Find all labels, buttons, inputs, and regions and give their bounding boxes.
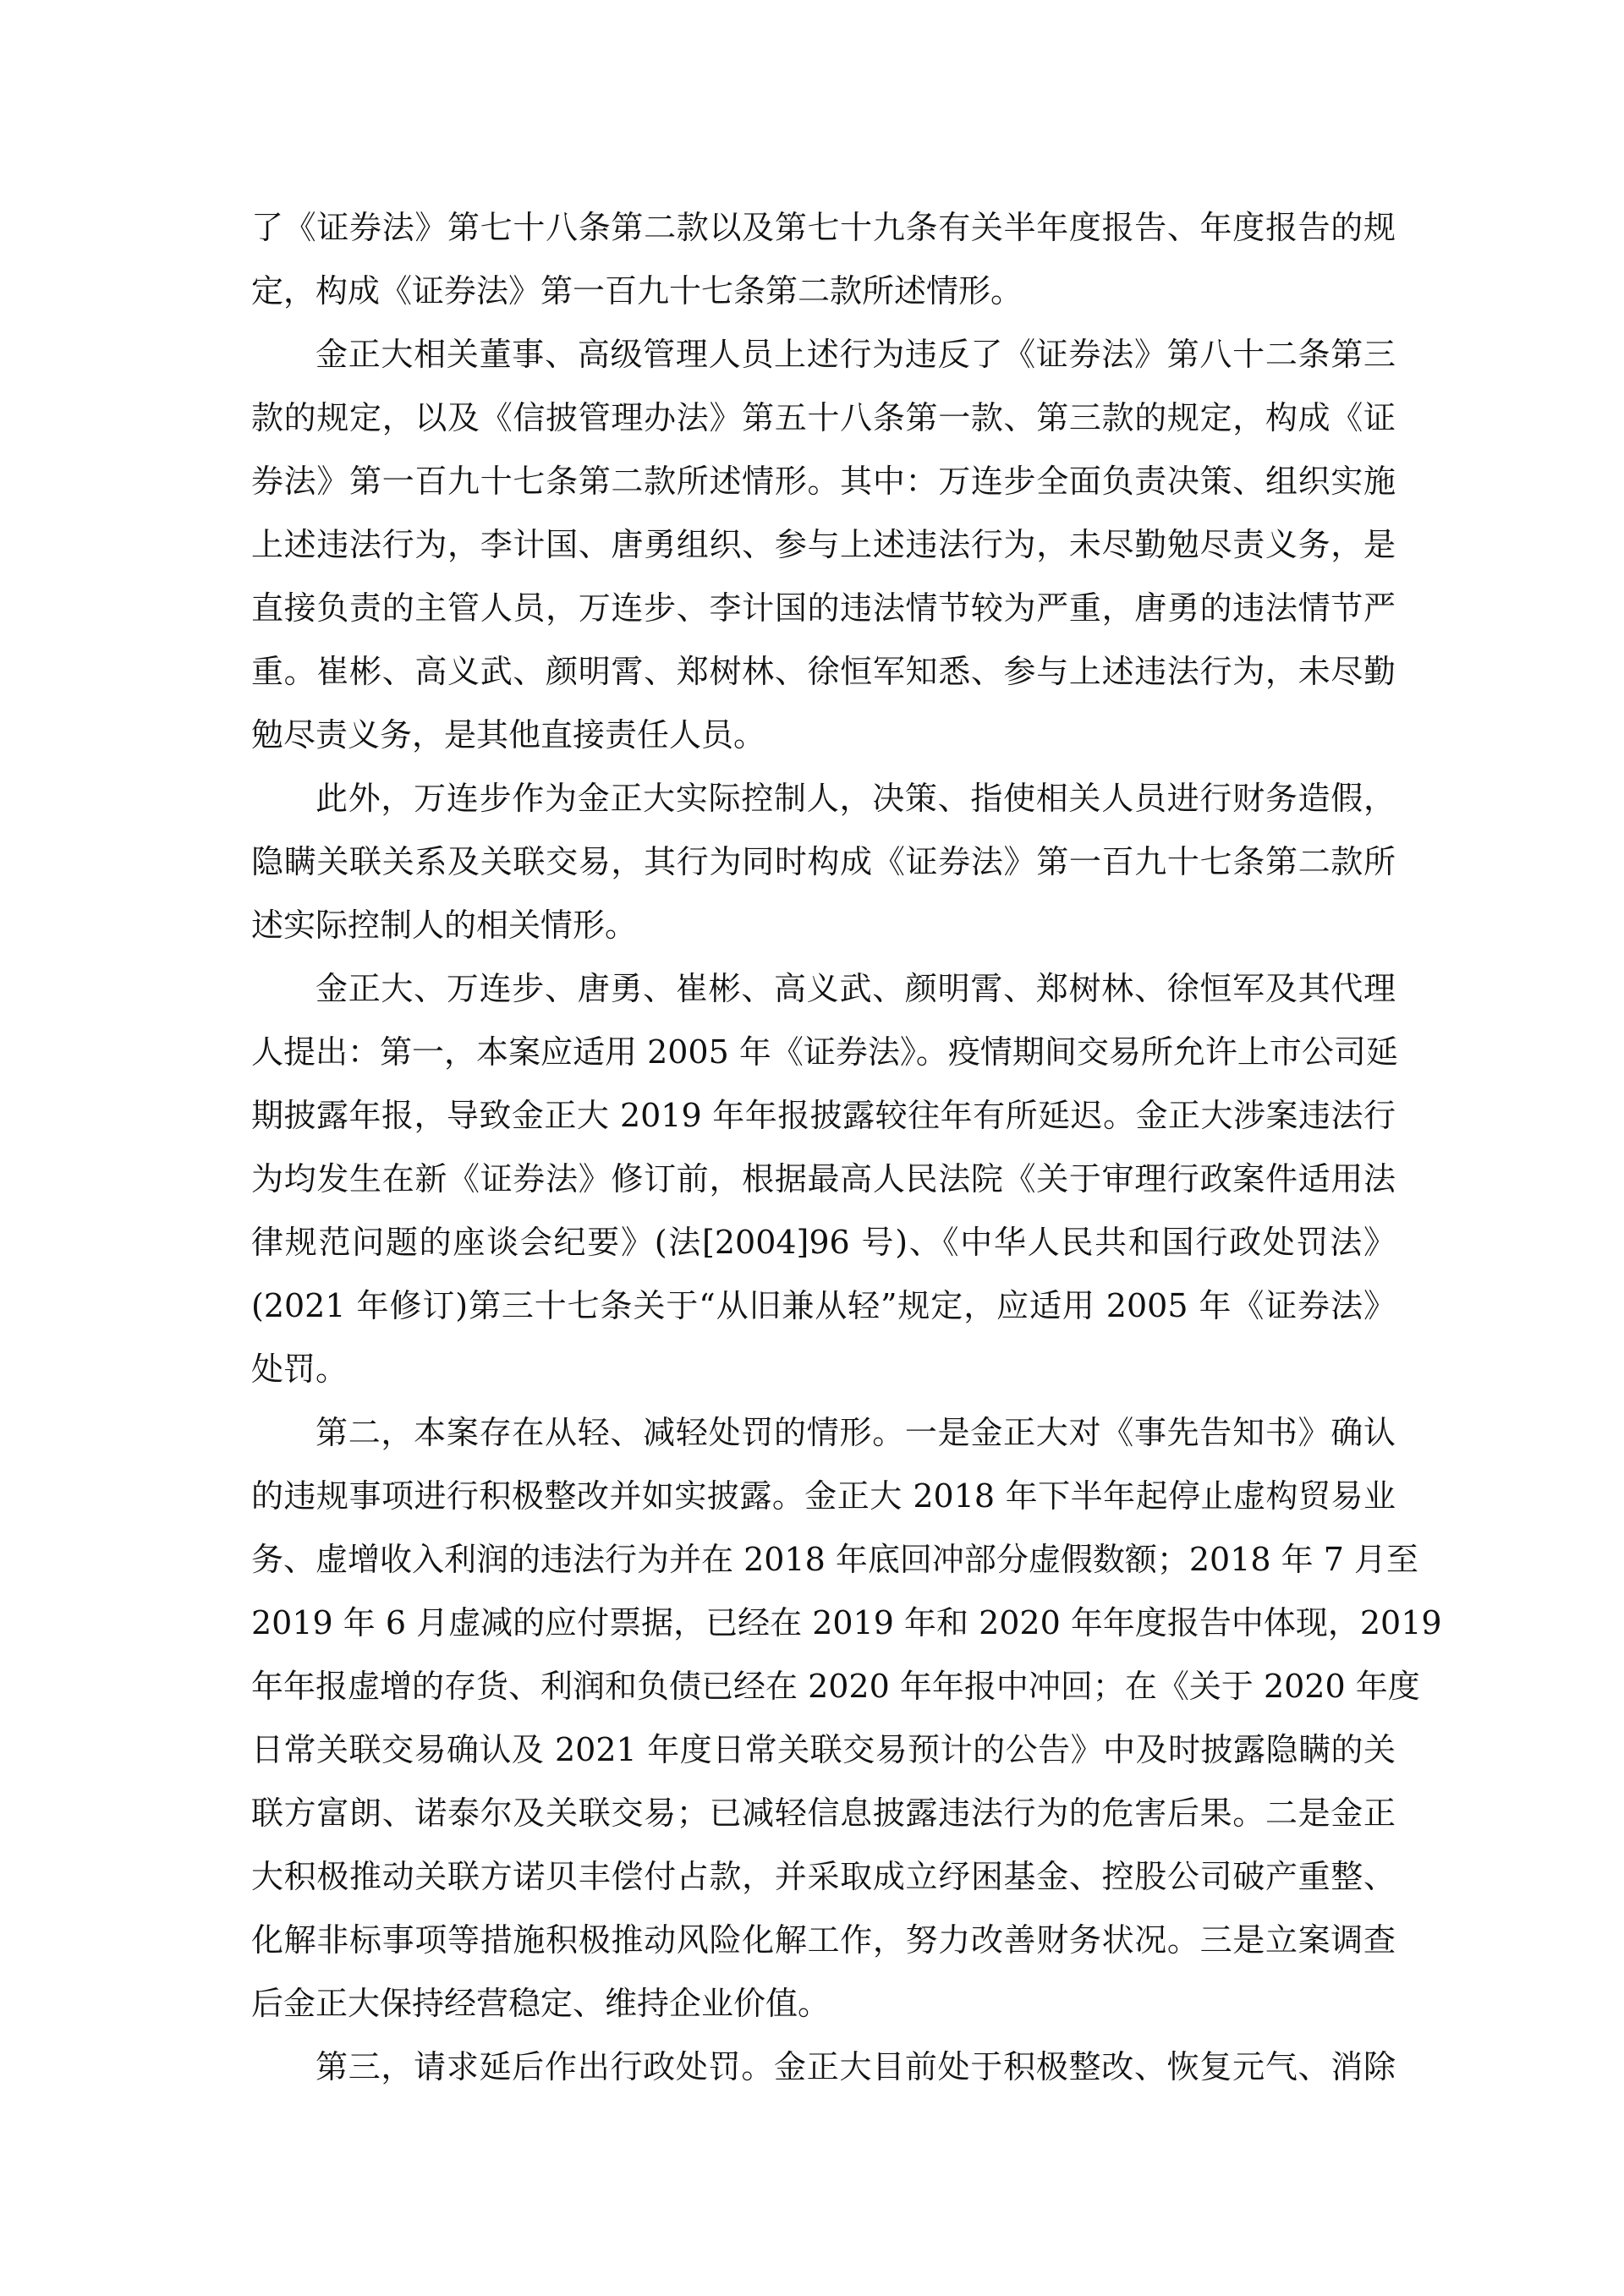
paragraph — [251, 323, 1396, 767]
text-line: 为均发生在新《证券法》修订前，根据最高人民法院《关于审理行政案件适用法 — [251, 1160, 1396, 1197]
document-page — [251, 196, 1442, 2099]
text-line: 勉尽责义务，是其他直接责任人员。 — [251, 716, 766, 753]
text-line: 上述违法行为，李计国、唐勇组织、参与上述违法行为，未尽勤勉尽责义务，是 — [251, 526, 1396, 563]
text-line: 律规范问题的座谈会纪要》(法[2004]96 号)、《中华人民共和国行政处罚法》 — [251, 1224, 1396, 1261]
text-line: 人提出：第一，本案应适用 2005 年《证券法》。疫情期间交易所允许上市公司延 — [251, 1033, 1398, 1071]
text-line: 了《证券法》第七十八条第二款以及第七十九条有关半年度报告、年度报告的规 — [251, 209, 1396, 246]
text-line: 述实际控制人的相关情形。 — [251, 907, 638, 944]
paragraph — [251, 767, 1396, 957]
text-line: 定，构成《证券法》第一百九十七条第二款所述情形。 — [251, 272, 1023, 310]
text-line: 券法》第一百九十七条第二款所述情形。其中：万连步全面负责决策、组织实施 — [251, 463, 1396, 500]
text-line: 第三，请求延后作出行政处罚。金正大目前处于积极整改、恢复元气、消除 — [315, 2048, 1396, 2085]
text-line: 直接负责的主管人员，万连步、李计国的违法情节较为严重，唐勇的违法情节严 — [251, 589, 1396, 627]
text-line: 年年报虚增的存货、利润和负债已经在 2020 年年报中冲回；在《关于 2020 年度 — [251, 1668, 1420, 1705]
paragraph — [251, 2036, 1396, 2099]
paragraph — [251, 196, 1396, 323]
paragraph — [251, 957, 1396, 1401]
text-line: 金正大相关董事、高级管理人员上述行为违反了《证券法》第八十二条第三 — [315, 336, 1396, 373]
paragraph — [251, 1401, 1442, 2036]
text-line: (2021 年修订)第三十七条关于“从旧兼从轻”规定，应适用 2005 年《证券法》 — [251, 1287, 1396, 1324]
text-line: 期披露年报，导致金正大 2019 年年报披露较往年有所延迟。金正大涉案违法行 — [251, 1097, 1396, 1134]
text-line: 第二，本案存在从轻、减轻处罚的情形。一是金正大对《事先告知书》确认 — [315, 1414, 1396, 1451]
text-line: 处罚。 — [251, 1351, 348, 1388]
text-line: 化解非标事项等措施积极推动风险化解工作，努力改善财务状况。三是立案调查 — [251, 1921, 1396, 1959]
text-line: 后金正大保持经营稳定、维持企业价值。 — [251, 1985, 831, 2022]
text-line: 大积极推动关联方诺贝丰偿付占款，并采取成立纾困基金、控股公司破产重整、 — [251, 1858, 1396, 1895]
text-line: 联方富朗、诺泰尔及关联交易；已减轻信息披露违法行为的危害后果。二是金正 — [251, 1795, 1396, 1832]
text-line: 2019 年 6 月虚减的应付票据，已经在 2019 年和 2020 年年度报告中体现，2019 — [251, 1604, 1442, 1641]
text-line: 务、虚增收入利润的违法行为并在 2018 年底回冲部分虚假数额；2018 年 7 月至 — [251, 1541, 1418, 1578]
text-line: 重。崔彬、高义武、颜明霄、郑树林、徐恒军知悉、参与上述违法行为，未尽勤 — [251, 653, 1396, 690]
text-line: 此外，万连步作为金正大实际控制人，决策、指使相关人员进行财务造假， — [315, 780, 1396, 817]
text-line: 金正大、万连步、唐勇、崔彬、高义武、颜明霄、郑树林、徐恒军及其代理 — [315, 970, 1396, 1007]
text-line: 日常关联交易确认及 2021 年度日常关联交易预计的公告》中及时披露隐瞒的关 — [251, 1731, 1396, 1768]
text-line: 的违规事项进行积极整改并如实披露。金正大 2018 年下半年起停止虚构贸易业 — [251, 1477, 1396, 1515]
text-line: 隐瞒关联关系及关联交易，其行为同时构成《证券法》第一百九十七条第二款所 — [251, 843, 1396, 880]
text-line: 款的规定，以及《信披管理办法》第五十八条第一款、第三款的规定，构成《证 — [251, 399, 1396, 436]
